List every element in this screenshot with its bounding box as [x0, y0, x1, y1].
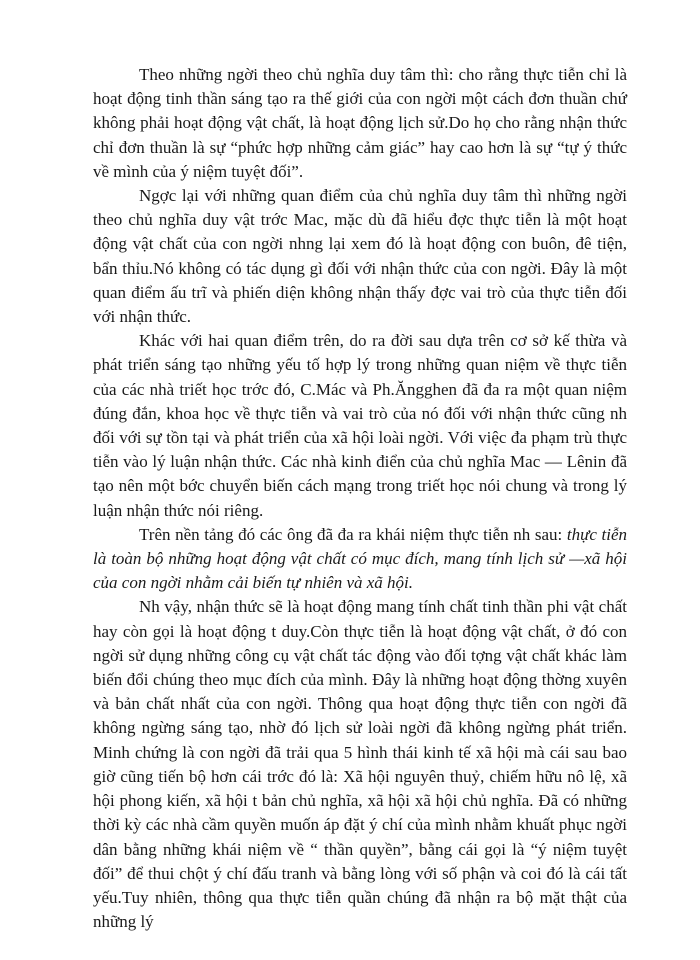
- paragraph-text: Trên nền tảng đó các ông đã đa ra khái niệm thực tiễn nh sau:: [139, 524, 567, 544]
- body-text: [93, 63, 627, 934]
- definition-italic-text: thực tiễn là toàn bộ những hoạt động vật chất có mục đích, mang tính lịch sử —xã hội của con ngời nhằm cải biến tự nhiên và xã hội.: [93, 524, 627, 593]
- paragraph-text: Nh vậy, nhận thức sẽ là hoạt động mang tính chất tinh thần phi vật chất hay còn gọi là hoạt động t duy.Còn thực tiễn là hoạt động vật chất, ở đó con ngời sử dụng những công cụ vật chất tác động vào đối tợng vật chất khác làm biến đổi chúng theo mục đích của mình. Đây là những hoạt động thờng xuyên và bản chất nhất của con ngời. Thông qua hoạt động thực tiễn con ngời đã không ngừng sáng tạo, nhờ đó lịch sử loài ngời đã không ngừng phát triển. Minh chứng là con ngời đã trải qua 5 hình thái kinh tế xã hội mà cái sau bao giờ cũng tiến bộ hơn cái trớc đó là: Xã hội nguyên thuỷ, chiếm hữu nô lệ, xã hội phong kiến, xã hội t bản chủ nghĩa, xã hội xã hội chủ nghĩa. Đã có những thời kỳ các nhà cầm quyền muốn áp đặt ý chí của mình nhằm khuất phục ngời dân bằng những khái niệm về “ thần quyền”, bằng cái gọi là “ý niệm tuyệt đối” để thui chột ý chí đấu tranh và bằng lòng với số phận và coi đó là cái tất yếu.Tuy nhiên, thông qua thực tiễn quần chúng đã nhận ra bộ mặt thật của những lý: [93, 597, 627, 932]
- paragraph-3: [93, 329, 627, 523]
- paragraph-text: Ngợc lại với những quan điểm của chủ nghĩa duy tâm thì những ngời theo chủ nghĩa duy vật trớc Mac, mặc dù đã hiểu đợc thực tiễn là một hoạt động vật chất của con ngời nhng lại xem đó là hoạt động con buôn, đê tiện, bẩn thỉu.Nó không có tác dụng gì đối với nhận thức của con ngời. Đây là một quan điểm ấu trĩ và phiến diện không nhận thấy đợc vai trò của thực tiễn đối với nhận thức.: [93, 186, 627, 327]
- paragraph-2: [93, 184, 627, 329]
- paragraph-1: [93, 63, 627, 184]
- paragraph-text: Theo những ngời theo chủ nghĩa duy tâm thì: cho rằng thực tiễn chỉ là hoạt động tinh thần sáng tạo ra thế giới của con ngời một cách đơn thuần chứ không phải hoạt động vật chất, là hoạt động lịch sử.Do họ cho rằng nhận thức chỉ đơn thuần là sự “phức hợp những cảm giác” hay cao hơn là sự “tự ý thức về mình của ý niệm tuyệt đối”.: [93, 65, 627, 181]
- paragraph-4: [93, 523, 627, 596]
- paragraph-5: [93, 595, 627, 934]
- paragraph-text: Khác với hai quan điểm trên, do ra đời sau dựa trên cơ sở kế thừa và phát triển sáng tạo những yếu tố hợp lý trong những quan niệm về thực tiễn của các nhà triết học trớc đó, C.Mác và Ph.Ăngghen đã đa ra một quan niệm đúng đắn, khoa học về thực tiễn và vai trò của nó đối với nhận thức cũng nh đối với sự tồn tại và phát triển của xã hội loài ngời. Với việc đa phạm trù thực tiễn vào lý luận nhận thức. Các nhà kinh điển của chủ nghĩa Mac — Lênin đã tạo nên một bớc chuyển biến cách mạng trong triết học nói chung và trong lý luận nhận thức nói riêng.: [93, 331, 627, 520]
